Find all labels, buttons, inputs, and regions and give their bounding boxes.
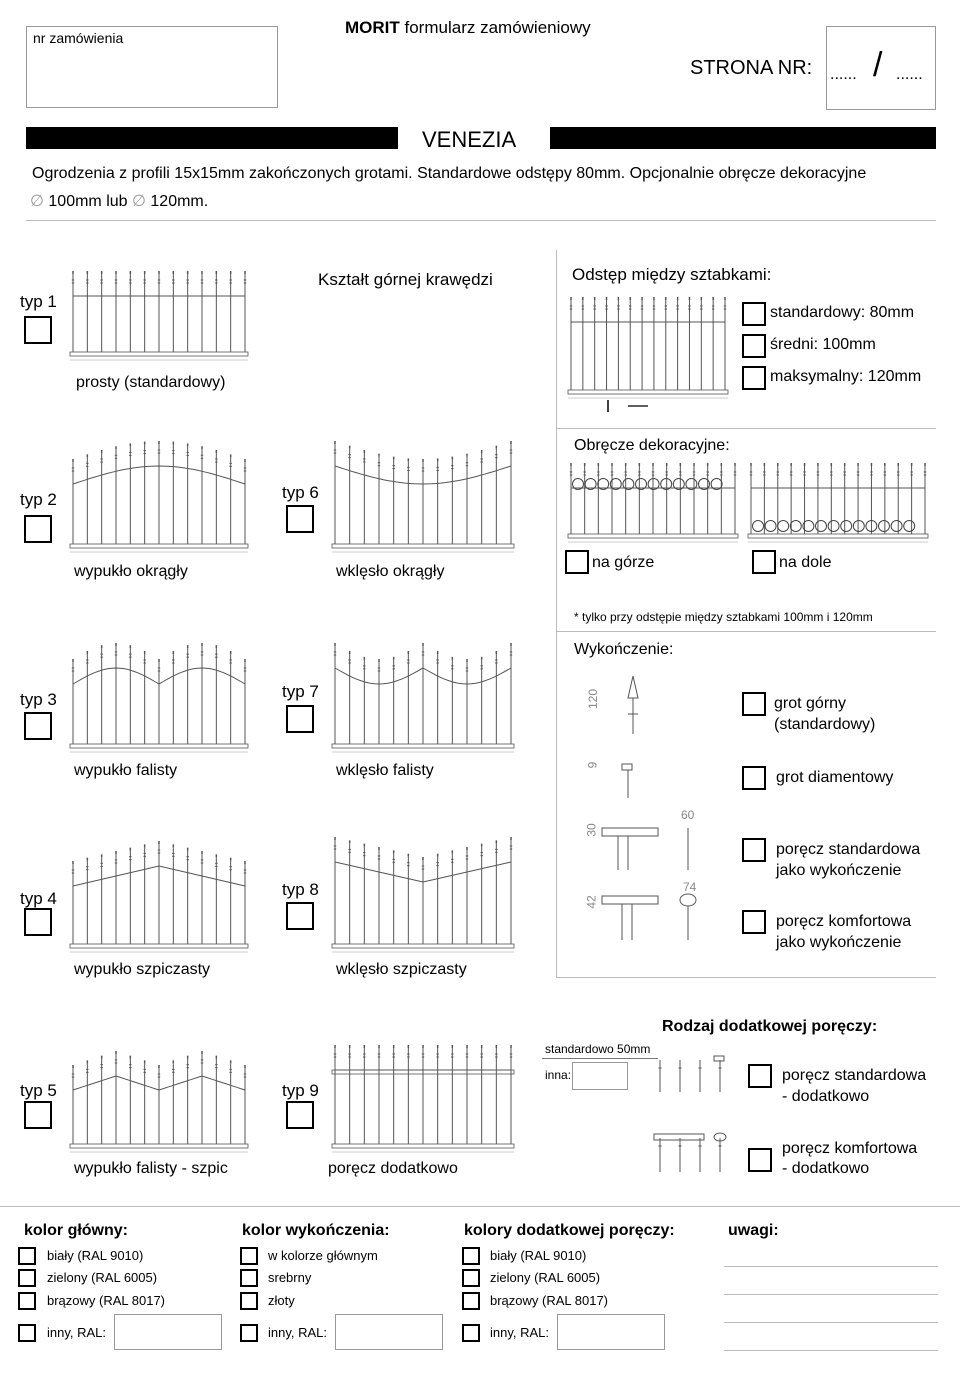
typ1-label: typ 1 [20,292,57,311]
diameter-icon: ∅ [30,193,44,210]
mini-rail-profile-icon [714,1056,724,1061]
porecz-std-finish-label-2: jako wykończenie [776,862,902,879]
ring-icon [753,521,764,532]
dim-30: 30 [584,823,599,837]
extra-color-heading: kolory dodatkowej poręczy: [464,1222,675,1239]
intro-line-2b: 120mm. [150,193,209,210]
typ6-caption: wklęsło okrągły [336,563,445,580]
finish-drawings [578,664,728,954]
grot-gorny-label-2: (standardowy) [774,716,876,733]
typ5-caption: wypukło falisty - szpic [74,1160,228,1177]
finish-color-silver-label: srebrny [268,1270,312,1285]
typ3-label: typ 3 [20,690,57,709]
rail-standard-icon [602,828,658,836]
fence-rail [332,1144,514,1148]
typ3-fence-drawing [70,640,248,758]
intro-line-1: Ogrodzenia z profili 15x15mm zakończonych grotami. Standardowe odstępy 80mm. Opcjonalnie obręcze dekoracyjne [32,165,867,182]
typ9-label: typ 9 [282,1081,319,1100]
main-color-other-label: inny, RAL: [47,1325,107,1340]
brand-name: MORIT [345,18,400,37]
typ7-checkbox[interactable] [286,705,314,733]
typ8-checkbox[interactable] [286,902,314,930]
page-title [345,18,591,38]
finish-heading: Wykończenie: [574,641,674,658]
right-panel-border [556,250,557,978]
finish-color-other-checkbox[interactable] [240,1324,258,1342]
extra-rail-komf-checkbox[interactable] [748,1148,772,1172]
extra-color-other-input[interactable] [557,1314,665,1350]
ring-icon [765,521,776,532]
rings-heading: Obręcze dekoracyjne: [574,437,730,454]
ring-icon [904,521,915,532]
extra-rail-komf-label-1: poręcz komfortowa [782,1140,918,1157]
page-number-label: STRONA NR: [690,57,813,79]
grot-gorny-checkbox[interactable] [742,692,766,716]
finish-color-silver-checkbox[interactable] [240,1269,258,1287]
dim-42: 42 [584,895,599,909]
finish-color-gold-label: złoty [268,1293,295,1308]
diameter-icon: ∅ [132,193,146,210]
extra-rail-komf-label-2: - dodatkowo [782,1160,870,1177]
rings-top-checkbox[interactable] [565,550,589,574]
finial-spear-icon [628,676,638,698]
typ2-checkbox[interactable] [24,515,52,543]
main-color-other-checkbox[interactable] [18,1324,36,1342]
extra-rail-standard-line [542,1058,658,1059]
fence-rail [332,544,514,548]
extra-color-brown-checkbox[interactable] [462,1292,480,1310]
typ7-fence-drawing [332,640,514,758]
rings-bottom-label: na dole [779,554,832,571]
finish-color-other-input[interactable] [335,1314,443,1350]
dim-9: 9 [585,761,600,769]
typ6-label: typ 6 [282,483,319,502]
ring-icon [828,521,839,532]
fence-rail [70,944,248,948]
fence-rail [332,944,514,948]
typ9-caption: poręcz dodatkowo [328,1160,458,1177]
fence-rail [70,544,248,548]
fence-rail [568,390,728,394]
rings-top-label: na górze [592,554,655,571]
ring-icon [790,521,801,532]
porecz-std-finish-checkbox[interactable] [742,838,766,862]
typ9-checkbox[interactable] [286,1101,314,1129]
typ9-fence-drawing [332,1044,514,1158]
spacing-max-checkbox[interactable] [742,366,766,390]
page-number-dots-1: ...... [830,66,857,83]
intro-divider [26,220,936,221]
extra-rail-standard-label: standardowo 50mm [545,1042,651,1056]
extra-rail-other-label: inna: [545,1068,572,1082]
porecz-std-finish-label-1: poręcz standardowa [776,841,921,858]
main-color-green-label: zielony (RAL 6005) [47,1270,158,1285]
dim-74: 74 [683,880,697,894]
typ6-checkbox[interactable] [286,505,314,533]
typ3-caption: wypukło falisty [74,762,178,779]
typ6-fence-drawing [332,440,514,558]
notes-line-1[interactable] [724,1266,938,1267]
extra-rail-komf-drawing [654,1132,744,1172]
main-color-other-input[interactable] [114,1314,222,1350]
porecz-komf-finish-label-1: poręcz komfortowa [776,913,912,930]
spacing-max-label: maksymalny: 120mm [770,368,922,385]
title-rest: formularz zamówieniowy [399,18,591,37]
extra-rail-std-checkbox[interactable] [748,1064,772,1088]
intro-line-2a: 100mm lub [48,193,128,210]
porecz-komf-finish-label-2: jako wykończenie [776,934,902,951]
notes-line-3[interactable] [724,1322,938,1323]
notes-line-4[interactable] [724,1350,938,1351]
finish-color-main-checkbox[interactable] [240,1247,258,1265]
mini-rail [654,1134,704,1140]
finial-diamond-icon [622,764,632,770]
ring-icon [778,521,789,532]
extra-rail-std-label-2: - dodatkowo [782,1088,870,1105]
spacing-fence-drawing [568,296,728,404]
spacing-heading: Odstęp między sztabkami: [572,265,772,284]
fence-rail [70,744,248,748]
typ7-label: typ 7 [282,682,319,701]
fence-rail [332,744,514,748]
main-color-heading: kolor główny: [24,1222,128,1239]
finish-color-other-label: inny, RAL: [268,1325,328,1340]
grot-gorny-label-1: grot górny [774,695,847,712]
extra-color-brown-label: brązowy (RAL 8017) [490,1293,609,1308]
finish-color-gold-checkbox[interactable] [240,1292,258,1310]
extra-color-green-checkbox[interactable] [462,1269,480,1287]
typ4-checkbox[interactable] [24,908,52,936]
typ2-label: typ 2 [20,490,57,509]
typ8-label: typ 8 [282,880,319,899]
fence-rail [568,534,738,538]
rail-comfort-profile-icon [680,894,696,906]
notes-line-2[interactable] [724,1294,938,1295]
ring-icon [891,521,902,532]
typ4-caption: wypukło szpiczasty [74,961,211,978]
typ8-caption: wklęsło szpiczasty [336,961,467,978]
ring-icon [879,521,890,532]
colors-divider [0,1206,960,1207]
fence-rail [70,352,248,356]
main-color-brown-checkbox[interactable] [18,1292,36,1310]
extra-color-white-checkbox[interactable] [462,1247,480,1265]
spacing-medium-label: średni: 100mm [770,336,876,353]
extra-color-other-checkbox[interactable] [462,1324,480,1342]
dim-60: 60 [681,808,695,822]
typ4-fence-drawing [70,840,248,958]
typ4-label: typ 4 [20,889,57,908]
typ5-fence-drawing [70,1048,248,1158]
typ1-checkbox[interactable] [24,316,52,344]
typ2-fence-drawing [70,440,248,558]
spacing-standard-label: standardowy: 80mm [770,304,915,321]
notes-heading: uwagi: [728,1222,779,1239]
extra-color-other-label: inny, RAL: [490,1325,550,1340]
finish-divider [556,631,936,632]
main-color-brown-label: brązowy (RAL 8017) [47,1293,166,1308]
main-color-white-checkbox[interactable] [18,1247,36,1265]
typ1-fence-drawing [70,270,248,366]
main-color-green-checkbox[interactable] [18,1269,36,1287]
ring-icon [816,521,827,532]
rail-comfort-icon [602,896,658,904]
banner-title: VENEZIA [422,127,517,152]
grot-diamentowy-checkbox[interactable] [742,766,766,790]
page-number-slash: / [873,46,883,84]
spacing-standard-checkbox[interactable] [742,302,766,326]
rings-bottom-drawing [748,460,928,548]
top-edge-heading: Kształt górnej krawędzi [318,270,493,289]
finish-bottom-border [556,977,936,978]
typ8-fence-drawing [332,836,514,958]
extra-rail-other-input[interactable] [572,1062,628,1090]
porecz-komf-finish-checkbox[interactable] [742,910,766,934]
extra-rail-heading: Rodzaj dodatkowej poręczy: [662,1018,878,1035]
grot-diamentowy-label: grot diamentowy [776,769,894,786]
main-color-white-label: biały (RAL 9010) [47,1248,144,1263]
finish-color-main-label: w kolorze głównym [268,1248,378,1263]
fence-rail [748,534,928,538]
rings-note: * tylko przy odstępie między sztabkami 100mm i 120mm [574,610,873,624]
fence-rail [70,1144,248,1148]
typ7-caption: wklęsło falisty [336,762,434,779]
extra-color-green-label: zielony (RAL 6005) [490,1270,601,1285]
intro-line-2 [30,191,208,211]
dim-120: 120 [586,688,601,710]
spacing-medium-checkbox[interactable] [742,334,766,358]
rings-top-drawing [568,460,738,548]
finish-color-heading: kolor wykończenia: [242,1222,390,1239]
ring-icon [841,521,852,532]
extra-rail-std-label-1: poręcz standardowa [782,1067,927,1084]
ring-icon [853,521,864,532]
page-number-dots-2: ...... [896,66,923,83]
extra-color-white-label: biały (RAL 9010) [490,1248,587,1263]
typ5-label: typ 5 [20,1081,57,1100]
typ3-checkbox[interactable] [24,712,52,740]
typ5-checkbox[interactable] [24,1101,52,1129]
rings-bottom-checkbox[interactable] [752,550,776,574]
typ2-caption: wypukło okrągły [74,563,188,580]
extra-rail-std-drawing [654,1054,744,1092]
typ1-caption: prosty (standardowy) [76,374,226,391]
order-number-label: nr zamówienia [33,30,124,46]
rings-divider [556,428,936,429]
